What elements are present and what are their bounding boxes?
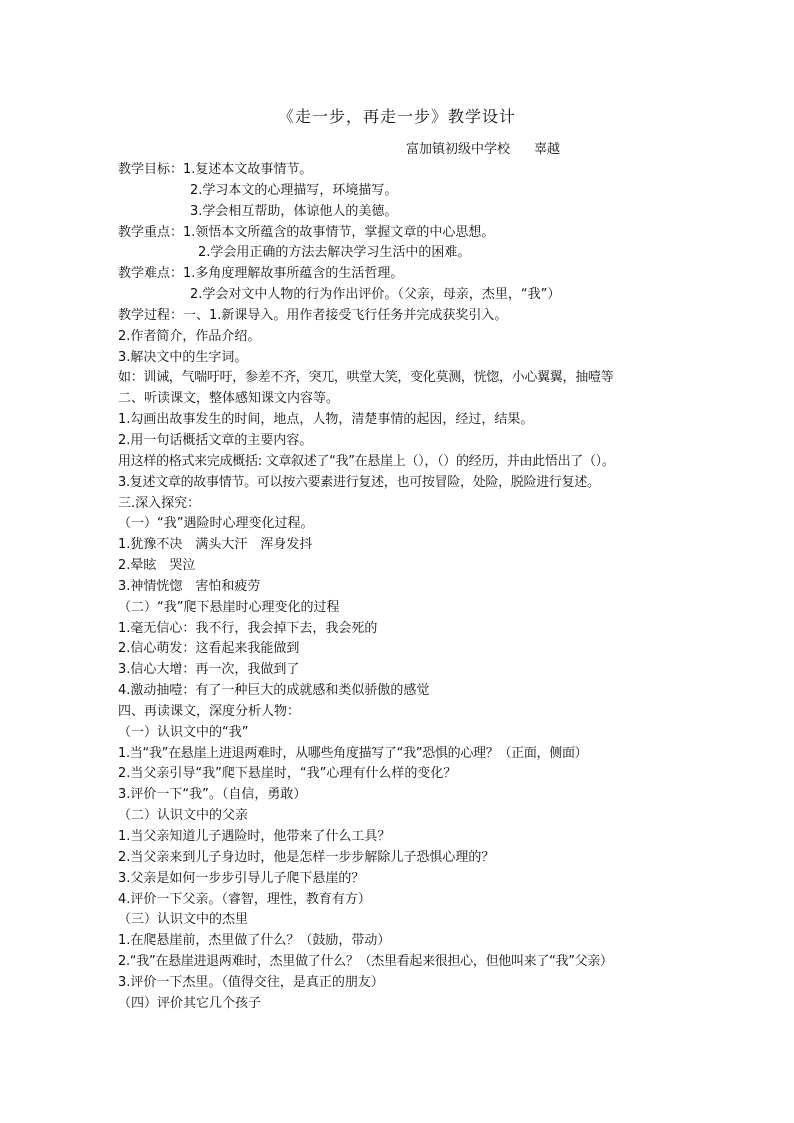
text-line: 1.当“我”在悬崖上进退两难时，从哪些角度描写了“我”恐惧的心理？（正面，侧面） <box>118 745 588 761</box>
text-line: 2.学习本文的心理描写，环境描写。 <box>190 182 398 198</box>
text-line: 1.当父亲知道儿子遇险时，他带来了什么工具？ <box>118 829 391 844</box>
text-line: 教学难点：1.多角度理解故事所蕴含的生活哲理。 <box>118 266 404 282</box>
text-line: 2.作者简介，作品介绍。 <box>118 328 261 344</box>
text-line: 2.当父亲引导“我”爬下悬崖时，“我”心理有什么样的变化？ <box>118 766 457 782</box>
text-line: 2.用一句话概括文章的主要内容。 <box>118 432 313 448</box>
text-line: 2.当父亲来到儿子身边时，他是怎样一步步解除儿子恐惧心理的？ <box>118 849 495 865</box>
text-line: 3.信心大增：再一次，我做到了 <box>118 662 300 678</box>
text-line: （一）“我”遇险时心理变化过程。 <box>118 516 314 532</box>
text-line: 如：训诫，气喘吁吁，参差不齐，突兀，哄堂大笑，变化莫测，恍惚，小心翼翼，抽噎等 <box>118 370 614 386</box>
text-line: 4.评价一下父亲。（睿智，理性，教育有方） <box>118 891 371 907</box>
text-line: 用这样的格式来完成概括: 文章叙述了“我”在悬崖上（），（）的经历，并由此悟出了（）。 <box>118 453 615 469</box>
text-line: 2.学会对文中人物的行为作出评价。（父亲，母亲，杰里，“我”） <box>190 287 561 303</box>
document-title: 《走一步，再走一步》教学设计 <box>277 107 516 126</box>
text-line: 四、再读课文，深度分析人物： <box>118 703 301 719</box>
text-line: 3.评价一下杰里。（值得交往，是真正的朋友） <box>118 974 384 990</box>
byline <box>406 138 560 157</box>
text-line: 3.父亲是如何一步步引导儿子爬下悬崖的？ <box>118 870 365 886</box>
text-line: 教学目标：1.复述本文故事情节。 <box>118 162 313 177</box>
text-line: 1.毫无信心：我不行，我会掉下去，我会死的 <box>118 620 378 636</box>
text-line: （四）评价其它几个孩子 <box>118 995 262 1011</box>
text-line: 3.评价一下“我”。（自信，勇敢） <box>118 787 307 803</box>
text-line: 三.深入探究： <box>118 495 201 511</box>
text-line: 2.信心萌发：这看起来我能做到 <box>118 641 300 657</box>
text-line: 2.“我”在悬崖进退两难时，杰里做了什么？（杰里看起来很担心，但他叫来了“我”父亲） <box>118 954 613 970</box>
text-line: 二、听读课文，整体感知课文内容等。 <box>118 391 340 407</box>
text-line: 3.神情恍惚 害怕和疲劳 <box>118 578 261 594</box>
school-name: 富加镇初级中学校 <box>406 142 511 157</box>
text-line: （二）“我”爬下悬崖时心理变化的过程 <box>118 599 340 615</box>
text-line: 教学过程：一、1.新课导入。用作者接受飞行任务并完成获奖引入。 <box>118 307 508 323</box>
text-line: 2.学会用正确的方法去解决学习生活中的困难。 <box>198 245 471 261</box>
text-line: 教学重点：1.领悟本文所蕴含的故事情节，掌握文章的中心思想。 <box>118 224 495 240</box>
text-line: 1.在爬悬崖前，杰里做了什么？（鼓励，带动） <box>118 933 391 949</box>
text-line: （三）认识文中的杰里 <box>118 912 249 928</box>
document-body <box>118 160 718 1015</box>
text-line: （二）认识文中的父亲 <box>118 808 249 824</box>
text-line: （一）认识文中的“我” <box>118 724 249 740</box>
author-name: 辜越 <box>534 142 561 157</box>
text-line: 1.犹豫不决 满头大汗 浑身发抖 <box>118 537 313 553</box>
text-line: 2.晕眩 哭泣 <box>118 558 196 574</box>
text-line: 3.复述文章的故事情节。可以按六要素进行复述，也可按冒险，处险，脱险进行复述。 <box>118 474 600 490</box>
text-line: 1.勾画出故事发生的时间，地点，人物，清楚事情的起因，经过，结果。 <box>118 412 534 428</box>
text-line: 3.学会相互帮助，体谅他人的美德。 <box>190 203 398 219</box>
text-line: 3.解决文中的生字词。 <box>118 349 248 365</box>
text-line: 4.激动抽噎：有了一种巨大的成就感和类似骄傲的感觉 <box>118 683 430 699</box>
